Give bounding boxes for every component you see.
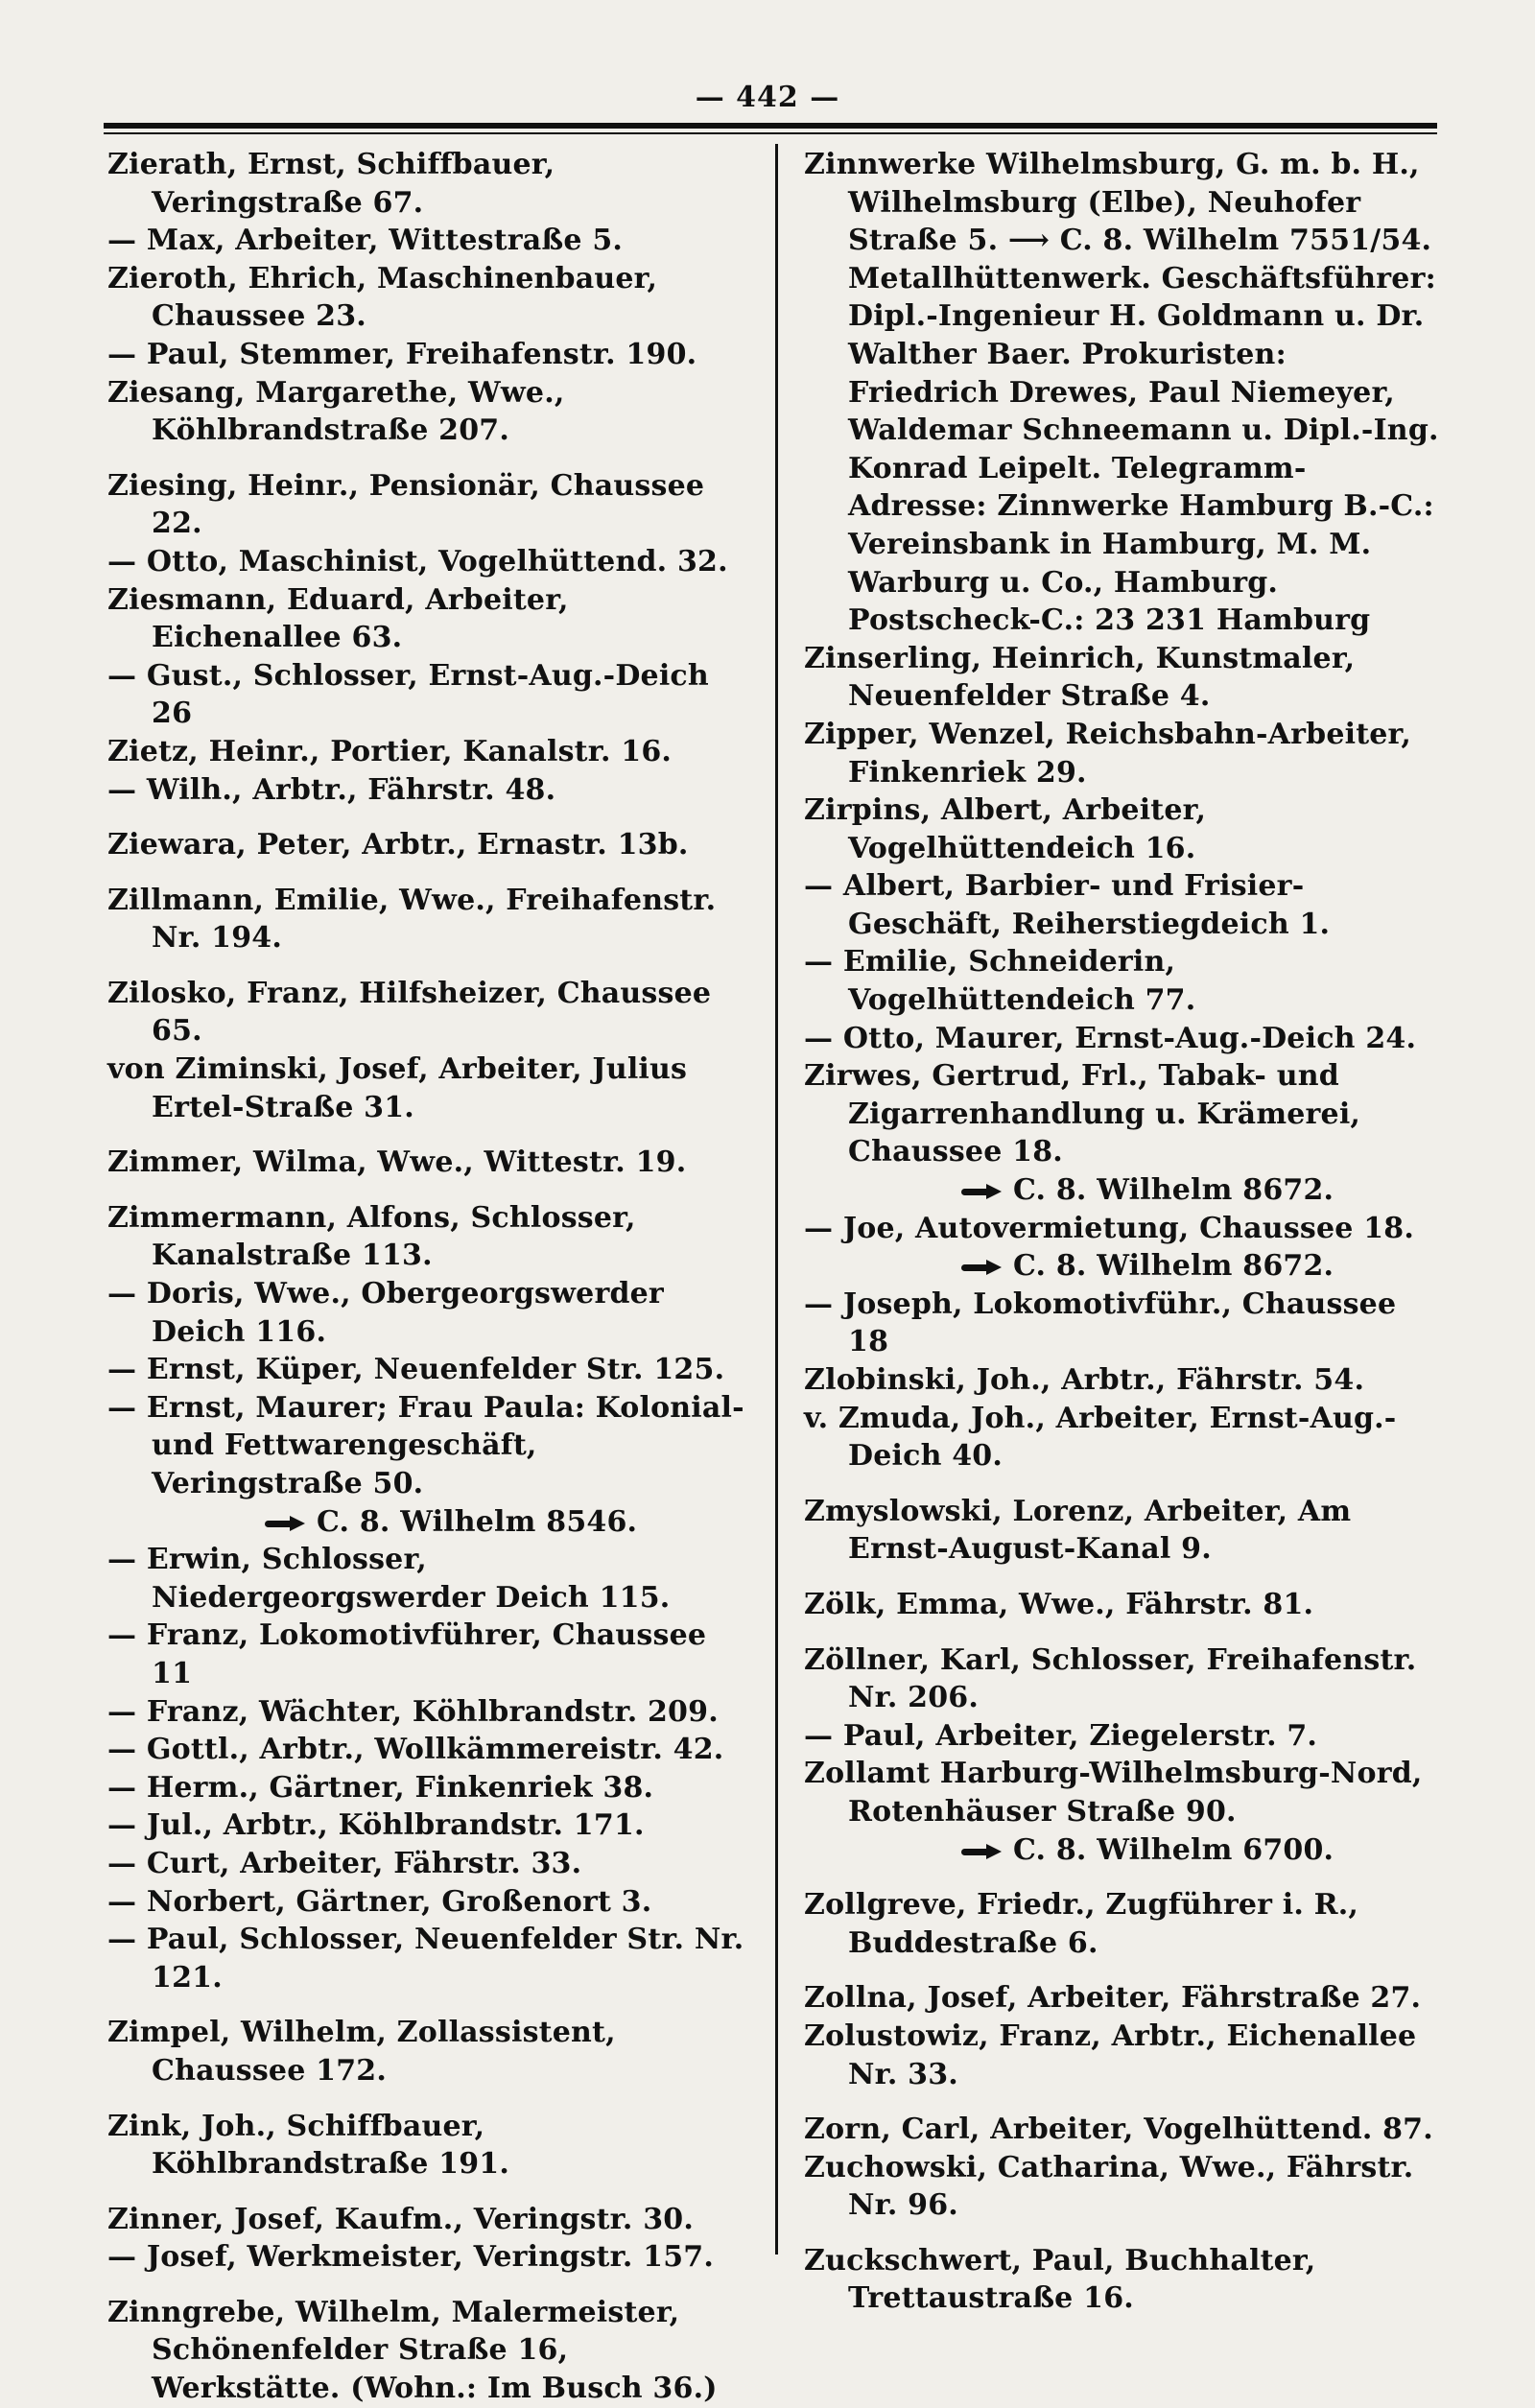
directory-entry bbox=[107, 1389, 756, 1541]
directory-entry bbox=[804, 1493, 1439, 1569]
entry-text: — Ernst, Küper, Neuenfelder Str. 125. bbox=[107, 1353, 725, 1387]
telephone-icon bbox=[265, 1516, 309, 1531]
directory-entry bbox=[107, 222, 756, 260]
entry-text: — Joe, Autovermietung, Chaussee 18. bbox=[804, 1211, 1415, 1245]
page-number: — 442 — bbox=[695, 81, 840, 114]
entry-text: Ziesing, Heinr., Pensionär, Chaussee 22. bbox=[107, 468, 705, 541]
directory-entry bbox=[107, 467, 756, 543]
directory-entry bbox=[804, 716, 1439, 791]
entry-text: — Jul., Arbtr., Köhlbrandstr. 171. bbox=[107, 1808, 645, 1843]
directory-entry bbox=[107, 2294, 756, 2408]
directory-entry bbox=[107, 1806, 756, 1845]
entry-text: — Albert, Barbier- und Frisier-Geschäft, Reiherstiegdeich 1. bbox=[804, 869, 1331, 941]
directory-entry bbox=[107, 2014, 756, 2089]
directory-entry bbox=[107, 1617, 756, 1692]
directory-entry bbox=[107, 1351, 756, 1389]
directory-entry bbox=[804, 867, 1439, 943]
entry-text: Zietz, Heinr., Portier, Kanalstr. 16. bbox=[107, 734, 673, 768]
entry-text: — Gust., Schlosser, Ernst-Aug.-Deich 26 bbox=[107, 658, 709, 731]
entry-text: Zöllner, Karl, Schlosser, Freihafenstr. Nr. 206. bbox=[804, 1642, 1417, 1715]
entry-text: Zimmer, Wilma, Wwe., Wittestr. 19. bbox=[107, 1145, 687, 1180]
directory-entry bbox=[804, 2242, 1439, 2318]
entry-text: Zilosko, Franz, Hilfsheizer, Chaussee 65. bbox=[107, 976, 712, 1049]
entry-text: — Otto, Maschinist, Vogelhüttend. 32. bbox=[107, 544, 728, 578]
directory-entry bbox=[804, 1641, 1439, 1717]
entry-text: Zuckschwert, Paul, Buchhalter, Trettaustraße 16. bbox=[804, 2243, 1316, 2316]
directory-entry bbox=[107, 771, 756, 810]
phone-line bbox=[848, 1171, 1439, 1210]
directory-entry bbox=[107, 975, 756, 1051]
entry-text: — Paul, Arbeiter, Ziegelerstr. 7. bbox=[804, 1718, 1318, 1753]
telephone-icon bbox=[961, 1184, 1005, 1199]
directory-entry bbox=[107, 1921, 756, 1996]
phone-number: C. 8. Wilhelm 8546. bbox=[317, 1504, 638, 1539]
directory-entry bbox=[107, 1199, 756, 1275]
directory-entry bbox=[804, 1400, 1439, 1475]
directory-entry bbox=[107, 581, 756, 657]
directory-entry bbox=[107, 146, 756, 222]
directory-entry bbox=[107, 1275, 756, 1351]
directory-entry bbox=[804, 1057, 1439, 1209]
directory-entry bbox=[107, 260, 756, 336]
entry-text: — Max, Arbeiter, Wittestraße 5. bbox=[107, 224, 624, 258]
directory-entry bbox=[804, 146, 1439, 640]
entry-text: Zirwes, Gertrud, Frl., Tabak- und Zigarrenhandlung u. Krämerei, Chaussee 18. bbox=[804, 1059, 1361, 1169]
phone-line bbox=[848, 1831, 1439, 1870]
directory-entry bbox=[107, 1144, 756, 1182]
entry-text: Ziewara, Peter, Arbtr., Ernastr. 13b. bbox=[107, 828, 689, 862]
directory-entry bbox=[804, 1886, 1439, 1962]
directory-entry bbox=[107, 733, 756, 771]
entry-text: — Josef, Werkmeister, Veringstr. 157. bbox=[107, 2240, 715, 2275]
directory-entry bbox=[107, 1051, 756, 1126]
directory-entry bbox=[804, 1979, 1439, 2018]
right-column bbox=[804, 146, 1439, 2318]
entry-text: Zinngrebe, Wilhelm, Malermeister, Schönenfelder Straße 16, Werkstätte. (Wohn.: Im Busch 36.) bbox=[107, 2295, 718, 2406]
directory-entry bbox=[804, 2111, 1439, 2149]
directory-entry bbox=[107, 1845, 756, 1883]
directory-entry bbox=[804, 1286, 1439, 1361]
entry-text: Zolustowiz, Franz, Arbtr., Eichenallee Nr. 33. bbox=[804, 2018, 1417, 2091]
entry-text: Zillmann, Emilie, Wwe., Freihafenstr. Nr. 194. bbox=[107, 883, 717, 956]
directory-entry bbox=[107, 2108, 756, 2184]
entry-text: — Franz, Lokomotivführer, Chaussee 11 bbox=[107, 1618, 707, 1690]
directory-entry bbox=[804, 1361, 1439, 1400]
entry-text: — Norbert, Gärtner, Großenort 3. bbox=[107, 1884, 652, 1919]
entry-text: Zierath, Ernst, Schiffbauer, Veringstraße 67. bbox=[107, 148, 555, 220]
entry-text: Zipper, Wenzel, Reichsbahn-Arbeiter, Finkenriek 29. bbox=[804, 717, 1412, 790]
directory-entry bbox=[804, 1717, 1439, 1756]
directory-entry bbox=[107, 1693, 756, 1732]
entry-text: Zimmermann, Alfons, Schlosser, Kanalstraße 113. bbox=[107, 1200, 636, 1273]
directory-entry bbox=[804, 2018, 1439, 2093]
directory-entry bbox=[107, 1769, 756, 1807]
telephone-icon bbox=[961, 1844, 1005, 1859]
telephone-icon bbox=[961, 1260, 1005, 1275]
directory-entry bbox=[107, 374, 756, 450]
entry-text: — Emilie, Schneiderin, Vogelhüttendeich 77. bbox=[804, 945, 1196, 1018]
directory-entry bbox=[804, 1755, 1439, 1869]
directory-entry bbox=[107, 2201, 756, 2239]
entry-text: Zink, Joh., Schiffbauer, Köhlbrandstraße 191. bbox=[107, 2109, 510, 2182]
entry-text: Zölk, Emma, Wwe., Fährstr. 81. bbox=[804, 1587, 1314, 1621]
entry-text: Zieroth, Ehrich, Maschinenbauer, Chaussee 23. bbox=[107, 261, 658, 334]
entry-text: — Wilh., Arbtr., Fährstr. 48. bbox=[107, 772, 556, 807]
entry-text: Zollgreve, Friedr., Zugführer i. R., Buddestraße 6. bbox=[804, 1888, 1359, 1960]
phone-number: C. 8. Wilhelm 8672. bbox=[1013, 1249, 1334, 1284]
entry-text: — Joseph, Lokomotivführ., Chaussee 18 bbox=[804, 1287, 1397, 1359]
entry-text: Zinserling, Heinrich, Kunstmaler, Neuenfelder Straße 4. bbox=[804, 641, 1356, 714]
entry-text: — Curt, Arbeiter, Fährstr. 33. bbox=[107, 1846, 582, 1880]
phone-line bbox=[848, 1247, 1439, 1286]
entry-text: — Gottl., Arbtr., Wollkämmereistr. 42. bbox=[107, 1733, 724, 1767]
directory-entry bbox=[804, 791, 1439, 867]
entry-text: Zinner, Josef, Kaufm., Veringstr. 30. bbox=[107, 2202, 695, 2236]
entry-text: — Paul, Stemmer, Freihafenstr. 190. bbox=[107, 337, 697, 371]
directory-entry bbox=[107, 336, 756, 374]
entry-text: — Paul, Schlosser, Neuenfelder Str. Nr. 121. bbox=[107, 1923, 744, 1995]
column-divider bbox=[775, 144, 778, 2255]
entry-text: Zorn, Carl, Arbeiter, Vogelhüttend. 87. bbox=[804, 2113, 1433, 2147]
directory-entry bbox=[107, 826, 756, 864]
phone-line bbox=[152, 1503, 756, 1542]
directory-entry bbox=[804, 1020, 1439, 1058]
directory-entry bbox=[107, 882, 756, 957]
entry-text: Ziesmann, Eduard, Arbeiter, Eichenallee 63. bbox=[107, 582, 569, 655]
directory-entry bbox=[107, 543, 756, 581]
entry-text: — Franz, Wächter, Köhlbrandstr. 209. bbox=[107, 1694, 719, 1729]
entry-text: Zlobinski, Joh., Arbtr., Fährstr. 54. bbox=[804, 1363, 1365, 1397]
directory-entry bbox=[107, 1731, 756, 1769]
directory-entry bbox=[107, 657, 756, 733]
entry-text: Zuchowski, Catharina, Wwe., Fährstr. Nr. 96. bbox=[804, 2150, 1414, 2223]
entry-text: — Ernst, Maurer; Frau Paula: Kolonial- und Fettwarengeschäft, Veringstraße 50. bbox=[107, 1390, 744, 1500]
entry-text: Zollna, Josef, Arbeiter, Fährstraße 27. bbox=[804, 1981, 1422, 2016]
entry-text: — Erwin, Schlosser, Niedergeorgswerder Deich 115. bbox=[107, 1543, 671, 1615]
entry-text: — Otto, Maurer, Ernst-Aug.-Deich 24. bbox=[804, 1021, 1417, 1055]
directory-entry bbox=[804, 640, 1439, 716]
entry-text: v. Zmuda, Joh., Arbeiter, Ernst-Aug.-Deich 40. bbox=[804, 1401, 1397, 1474]
header-rule bbox=[104, 123, 1437, 129]
directory-entry bbox=[804, 943, 1439, 1019]
phone-number: C. 8. Wilhelm 8672. bbox=[1013, 1173, 1334, 1208]
entry-text: von Ziminski, Josef, Arbeiter, Julius Ertel-Straße 31. bbox=[107, 1052, 688, 1124]
entry-text: Ziesang, Margarethe, Wwe., Köhlbrandstraße 207. bbox=[107, 375, 565, 448]
entry-text: Zirpins, Albert, Arbeiter, Vogelhüttendeich 16. bbox=[804, 793, 1207, 865]
entry-text: Zollamt Harburg-Wilhelmsburg-Nord, Rotenhäuser Straße 90. bbox=[804, 1757, 1423, 1829]
entry-text: Zmyslowski, Lorenz, Arbeiter, Am Ernst-August-Kanal 9. bbox=[804, 1494, 1352, 1567]
directory-entry bbox=[804, 1586, 1439, 1624]
entry-text: — Doris, Wwe., Obergeorgswerder Deich 116. bbox=[107, 1277, 664, 1349]
directory-entry bbox=[804, 1210, 1439, 1286]
phone-number: C. 8. Wilhelm 6700. bbox=[1013, 1832, 1334, 1867]
directory-entry bbox=[107, 1883, 756, 1922]
left-column bbox=[107, 146, 756, 2408]
directory-entry bbox=[804, 2149, 1439, 2225]
entry-text: Zinnwerke Wilhelmsburg, G. m. b. H., Wilhelmsburg (Elbe), Neuhofer Straße 5. ⟶ C. 8. Wilhelm 7551/54. Metallhüttenwerk. Geschäftsführer: Dipl.-Ingenieur H. Goldmann u. Dr. Walther Baer. Prokuristen: Friedrich Drewes, Paul Niemeyer, Waldemar Schneemann u. Dipl.-Ing. Konrad Leipelt. Telegramm-Adresse: Zinnwerke Hamburg B.-C.: Vereinsbank in Hamburg, M. M. Warburg u. Co., Hamburg. Postscheck-C.: 23 231 Hamburg bbox=[804, 148, 1439, 638]
directory-entry bbox=[107, 1541, 756, 1617]
entry-text: — Herm., Gärtner, Finkenriek 38. bbox=[107, 1770, 654, 1805]
header-rule-thin bbox=[104, 132, 1437, 134]
entry-text: Zimpel, Wilhelm, Zollassistent, Chaussee 172. bbox=[107, 2016, 616, 2088]
directory-entry bbox=[107, 2238, 756, 2277]
